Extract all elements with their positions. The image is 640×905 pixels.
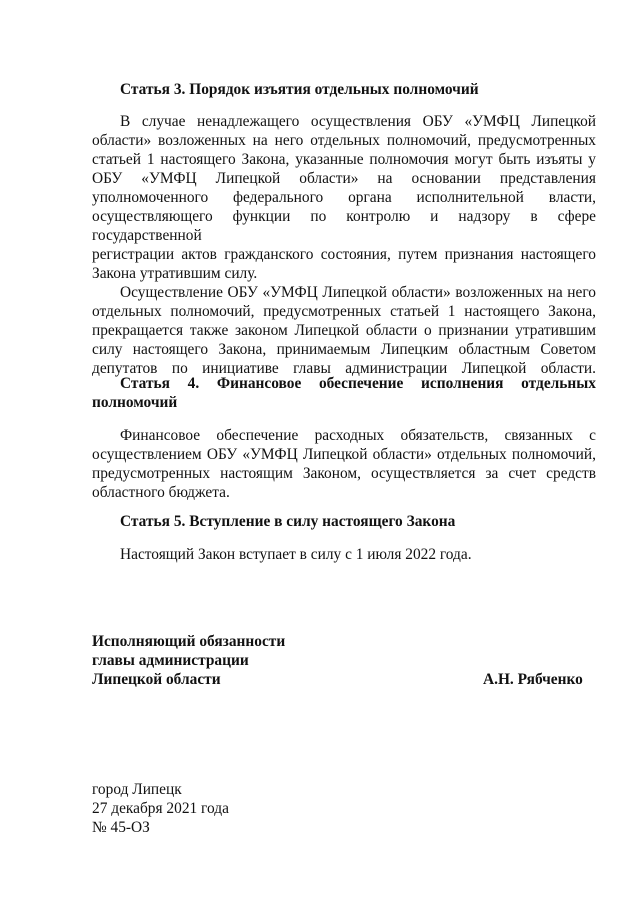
article-3-p1-line: уполномоченного федерального органа исполнительной власти, — [92, 189, 596, 206]
article-4-heading — [92, 374, 596, 412]
article-4-heading-line: Статья 4. Финансовое обеспечение исполнения отдельных — [120, 375, 596, 392]
article-5-heading — [92, 512, 596, 531]
article-3-p1-line: осуществляющего функции по контролю и надзору в сфере государственной — [92, 208, 596, 244]
article-3-p2-line: Осуществление ОБУ «УМФЦ Липецкой области» возложенных на него — [120, 284, 596, 301]
article-3-p1-line: статьей 1 настоящего Закона, указанные полномочия могут быть изъяты у — [92, 151, 596, 168]
signature-title-line: главы администрации — [92, 652, 249, 669]
article-3-p1-line: регистрации актов гражданского состояния, путем признания настоящего — [92, 246, 596, 263]
footer-date: 27 декабря 2021 года — [92, 800, 229, 817]
article-4-heading-line: полномочий — [92, 394, 178, 411]
article-3-p2-line: прекращается также законом Липецкой области о признании утратившим — [92, 322, 596, 339]
article-3-p1-line: ОБУ «УМФЦ Липецкой области» на основании представления — [92, 170, 596, 187]
article-3-heading-text: Статья 3. Порядок изъятия отдельных полномочий — [120, 81, 479, 98]
article-3-p1-line: Закона утратившим силу. — [92, 265, 258, 282]
article-3-p1-line: В случае ненадлежащего осуществления ОБУ «УМФЦ Липецкой — [120, 113, 596, 130]
footer-number: № 45-ОЗ — [92, 819, 150, 836]
signature-title-line: Липецкой области — [92, 671, 221, 688]
article-3-p2-line: депутатов по инициативе главы администрации Липецкой области. — [92, 360, 596, 377]
article-5-text: Настоящий Закон вступает в силу с 1 июля 2022 года. — [120, 546, 472, 563]
article-3-heading — [92, 80, 596, 99]
article-4-line: осуществлением ОБУ «УМФЦ Липецкой области» отдельных полномочий, — [92, 446, 596, 463]
article-4-line: предусмотренных настоящим Законом, осуществляется за счет средств — [92, 465, 596, 482]
footer-city: город Липецк — [92, 781, 182, 798]
article-4-line: Финансовое обеспечение расходных обязательств, связанных с — [120, 427, 596, 444]
article-3-p2-line: силу настоящего Закона, принимаемым Липецким областным Советом — [92, 341, 596, 358]
article-4-line: областного бюджета. — [92, 484, 230, 501]
article-5-body — [92, 545, 596, 564]
article-3-p1-line: области» возложенных на него отдельных полномочий, предусмотренных — [92, 132, 596, 149]
document-footer — [92, 780, 596, 837]
article-4-body — [92, 426, 596, 502]
signature-title-line: Исполняющий обязанности — [92, 633, 286, 650]
article-5-heading-text: Статья 5. Вступление в силу настоящего Закона — [120, 513, 456, 530]
signatory-name: А.Н. Рябченко — [483, 671, 583, 688]
article-3-p2-line: отдельных полномочий, предусмотренных статьей 1 настоящего Закона, — [92, 303, 596, 320]
article-3-body — [92, 112, 596, 378]
